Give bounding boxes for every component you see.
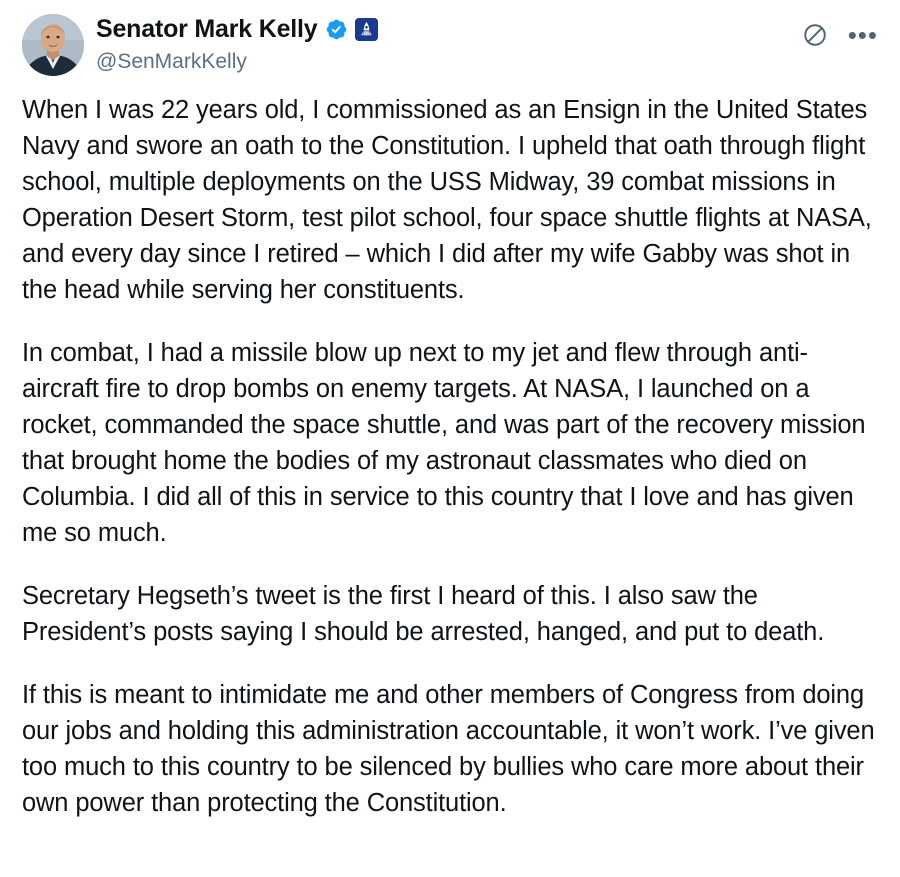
author-handle[interactable]: @SenMarkKelly xyxy=(96,49,247,73)
grok-actions-icon[interactable] xyxy=(802,22,828,48)
verified-badge-icon xyxy=(325,18,348,41)
tweet-paragraph: If this is meant to intimidate me and other members of Congress from doing our jobs and holding this administration accountable, it won’t work. I’ve given too much to this country to be silenced by bullies who care more about their own power than protecting the Constitution. xyxy=(22,681,875,817)
tweet-paragraph: Secretary Hegseth’s tweet is the first I heard of this. I also saw the President’s posts saying I should be arrested, hanged, and put to death. xyxy=(22,582,825,646)
tweet-paragraph: In combat, I had a missile blow up next to my jet and flew through anti-aircraft fire to drop bombs on enemy targets. At NASA, I launched on a rocket, commanded the space shuttle, and was part of the recovery mission that brought home the bodies of my astronaut classmates who died on Columbia. I did all of this in service to this country that I love and has given me so much. xyxy=(22,339,866,547)
author-name-row xyxy=(96,16,790,44)
header-actions xyxy=(802,14,878,48)
more-options-icon[interactable]: ••• xyxy=(847,20,878,50)
tweet-header xyxy=(22,14,878,82)
tweet-text xyxy=(22,92,878,821)
author-display-name[interactable]: Senator Mark Kelly xyxy=(96,15,318,43)
author-identity xyxy=(96,14,790,73)
tweet-paragraph: When I was 22 years old, I commissioned as an Ensign in the United States Navy and swore an oath to the Constitution. I upheld that oath through flight school, multiple deployments on the USS Midway, 39 combat missions in Operation Desert Storm, test pilot school, four space shuttle flights at NASA, and every day since I retired – which I did after my wife Gabby was shot in the head while serving her constituents. xyxy=(22,96,872,304)
avatar[interactable] xyxy=(22,14,84,76)
affiliate-badge-icon[interactable] xyxy=(355,18,378,41)
